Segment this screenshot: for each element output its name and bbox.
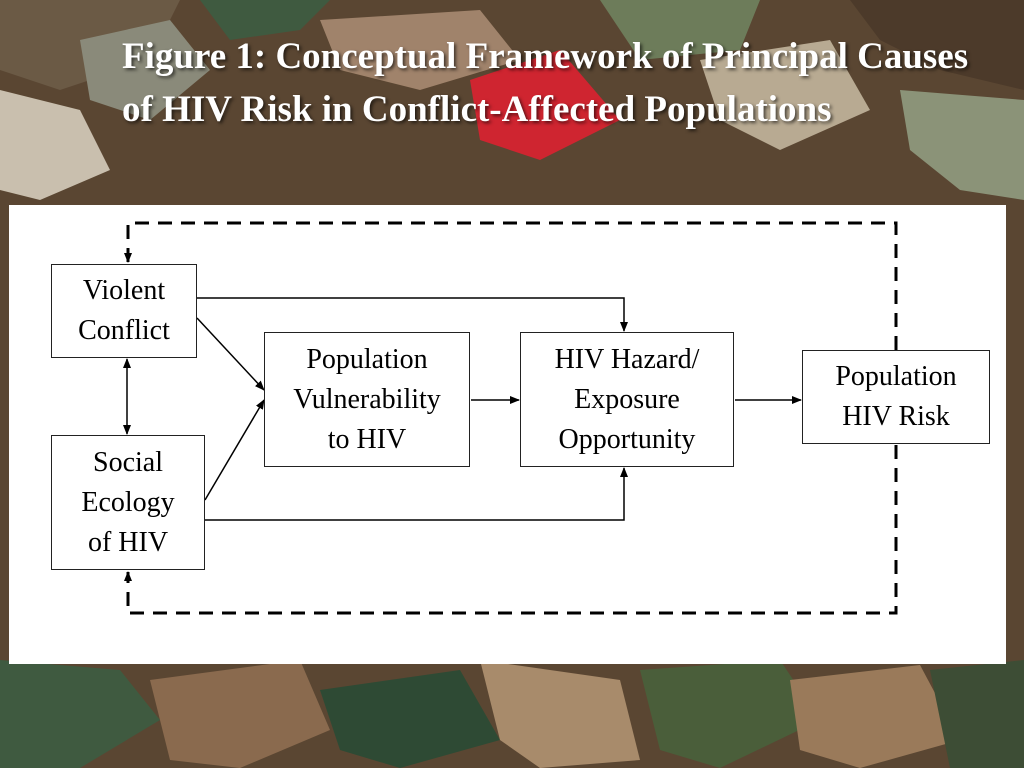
- figure-title: Figure 1: Conceptual Framework of Principal Causes of HIV Risk in Conflict-Affected Populations: [122, 36, 969, 130]
- edge-conflict-to-hazard: [197, 298, 624, 331]
- node-violent-conflict: Violent Conflict: [51, 264, 197, 358]
- node-social-ecology: Social Ecology of HIV: [51, 435, 205, 570]
- edge-conflict-to-vulnerability: [197, 318, 264, 390]
- node-hiv-hazard: HIV Hazard/ Exposure Opportunity: [520, 332, 734, 467]
- node-population-risk: Population HIV Risk: [802, 350, 990, 444]
- edge-ecology-to-hazard: [205, 468, 624, 520]
- node-population-vulnerability: Population Vulnerability to HIV: [264, 332, 470, 467]
- edge-feedback-risk-to-ecology: [128, 445, 896, 613]
- edge-feedback-risk-to-conflict: [128, 223, 896, 350]
- edge-ecology-to-vulnerability: [205, 400, 264, 500]
